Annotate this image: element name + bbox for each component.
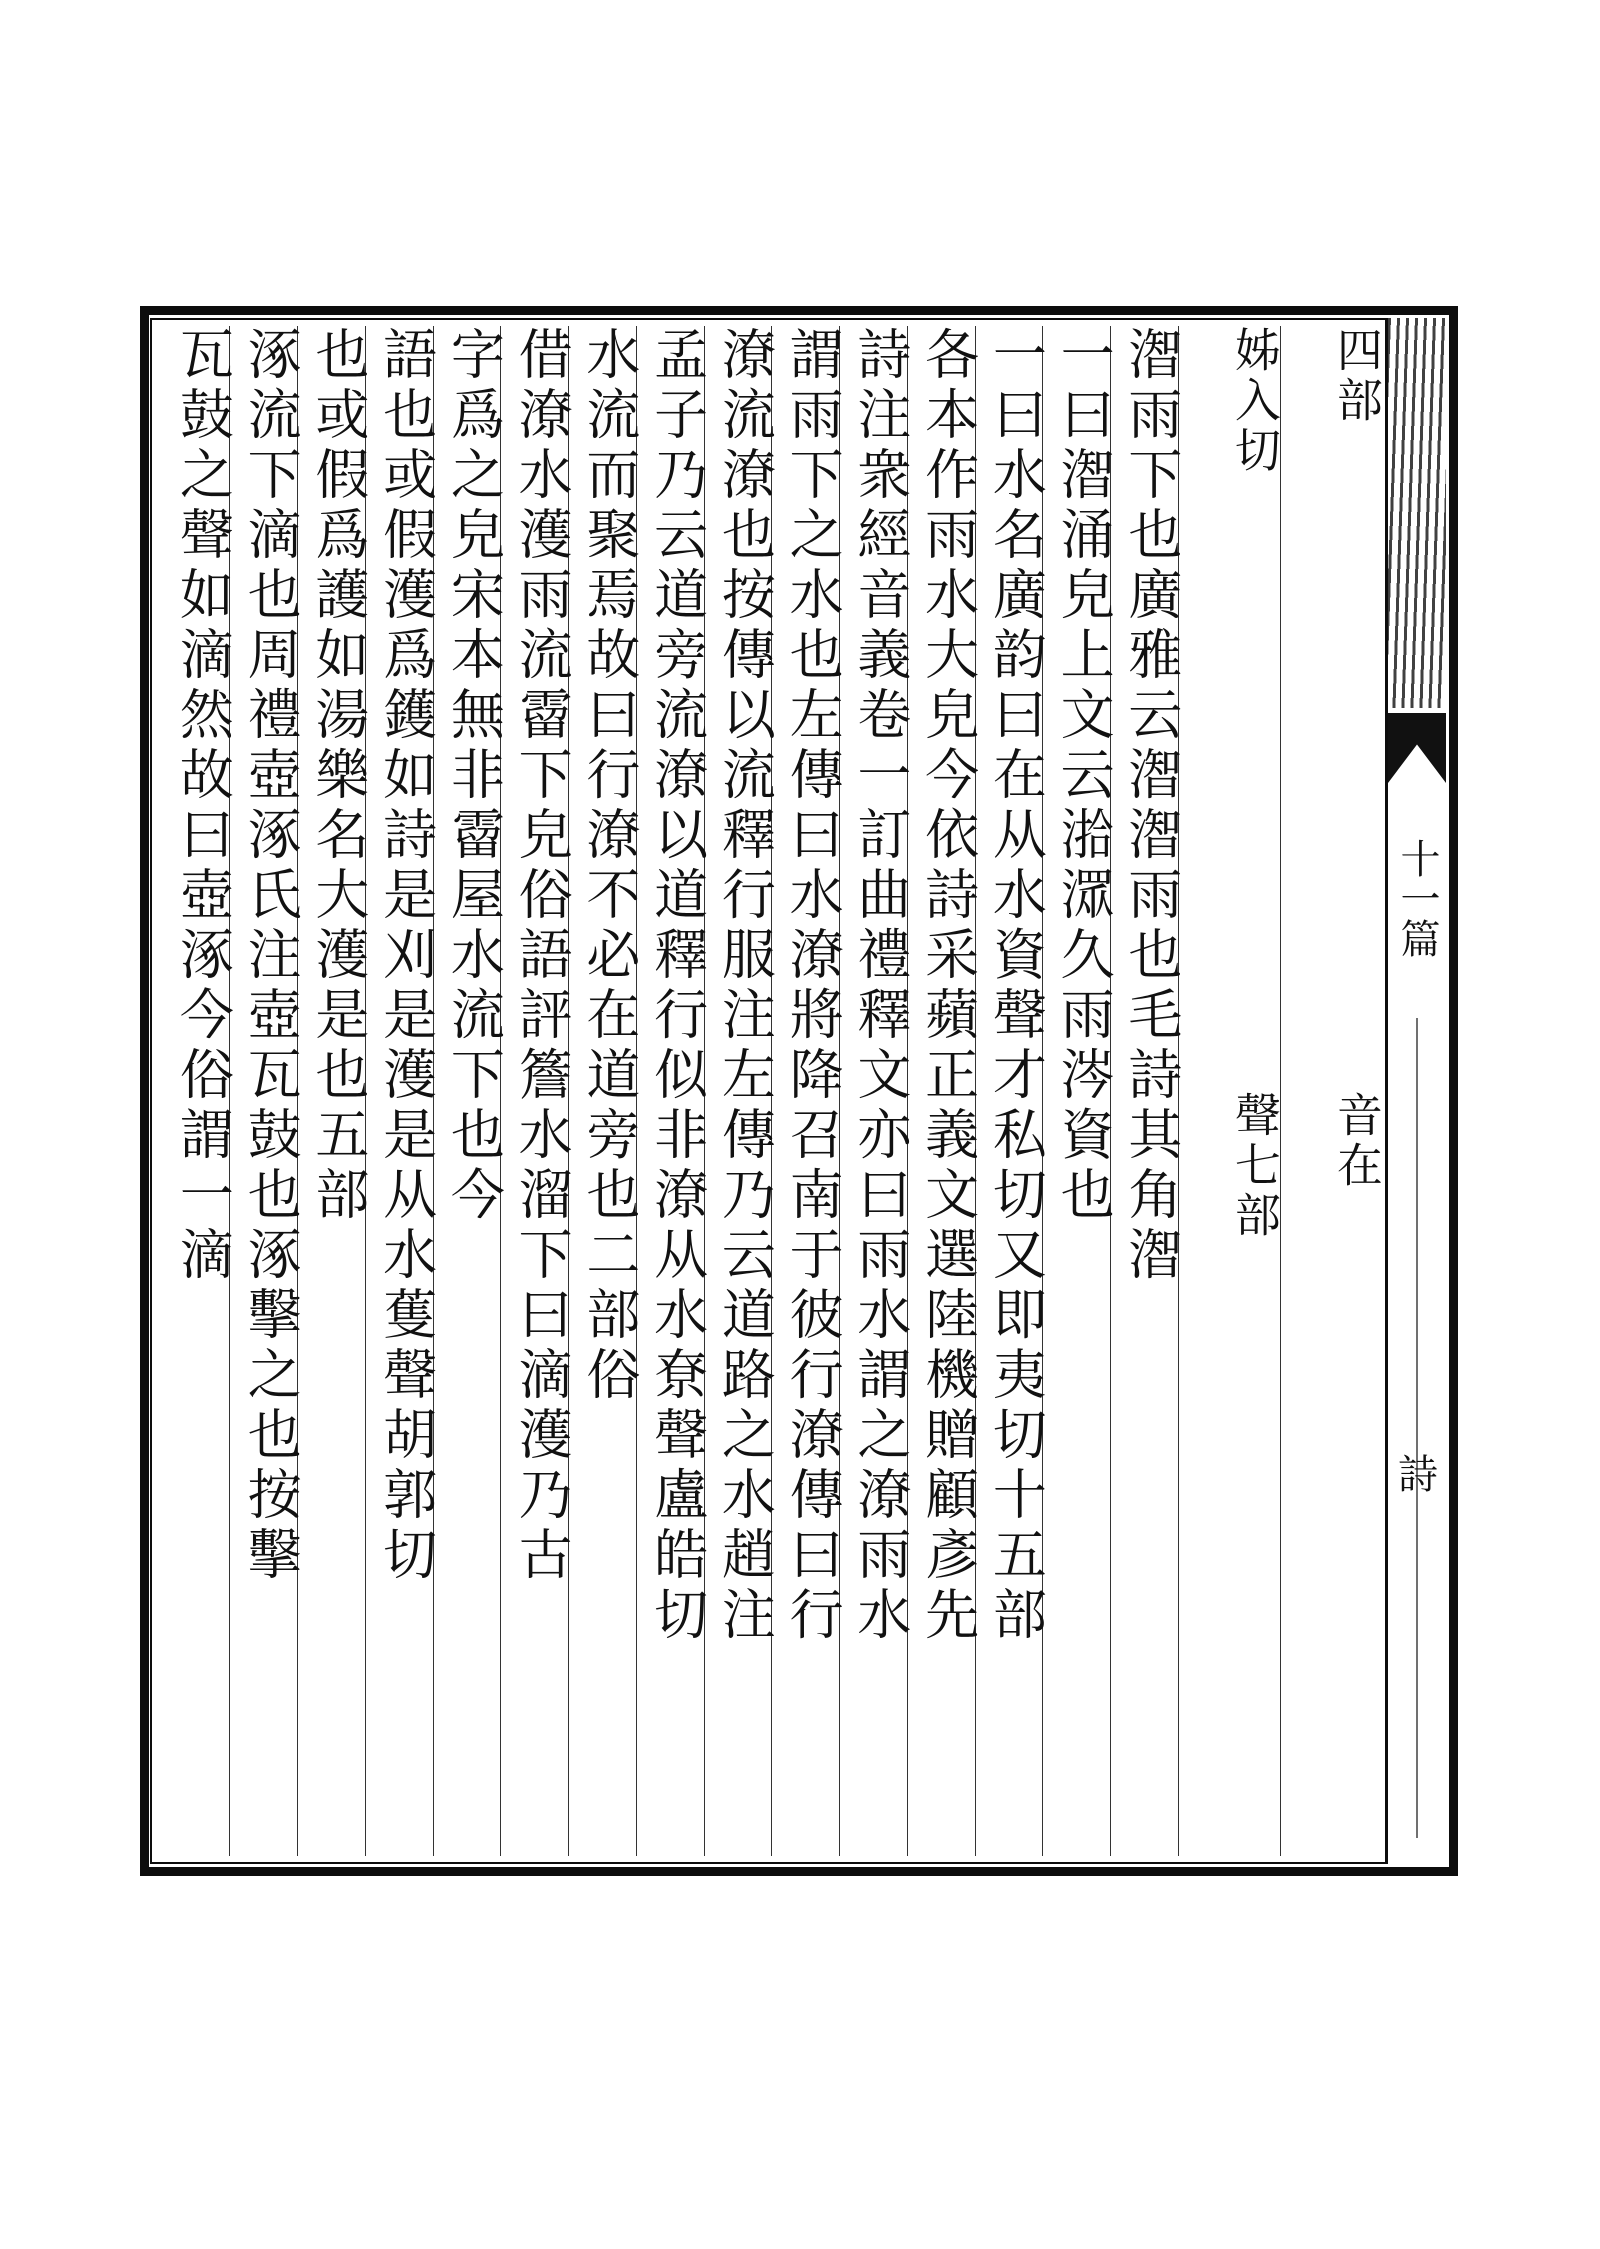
annotation-line: 音在: [1329, 1091, 1384, 1191]
volume-label: 十一篇: [1394, 838, 1440, 958]
page-number: 詩: [1398, 1452, 1438, 1498]
text-column: [907, 326, 980, 1856]
column-text: 一曰潪涌皃上文云湁潀久雨涔資也: [1052, 326, 1116, 1226]
annotation-line: 四部: [1329, 326, 1384, 426]
column-text: 字爲之皃宋本無非霤屋水流下也今: [442, 326, 506, 1226]
text-column: [500, 326, 574, 1856]
column-text: 語也或假濩爲鑊如詩是刈是濩是从水蒦聲胡郭切: [374, 326, 438, 1586]
text-column: [1178, 326, 1280, 1856]
annotation-line: 聲七部: [1227, 1091, 1282, 1241]
column-text: 潪雨下也廣雅云潪潪雨也毛詩其角潪: [1119, 326, 1183, 1286]
column-text: 水流而聚焉故曰行潦不必在道旁也二部俗: [577, 326, 641, 1406]
text-column: [568, 326, 641, 1856]
column-text: 借潦水濩雨流霤下皃俗語評簷水溜下曰滴濩乃古: [510, 326, 574, 1586]
text-column: [1280, 326, 1382, 1856]
column-text: 謂雨下之水也左傳曰水潦將降召南于彼行潦傳曰行: [781, 326, 845, 1646]
annotation-pair: [1178, 326, 1280, 1856]
banxin-rule: [1416, 1018, 1418, 1838]
column-text: 瓦鼓之聲如滴然故曰壺涿今俗謂一滴: [171, 326, 235, 1286]
text-column: [636, 326, 709, 1856]
text-column: [229, 326, 303, 1856]
column-text: 也或假爲護如湯樂名大濩是也五部: [306, 326, 370, 1226]
annotation-pair: [1280, 326, 1382, 1856]
fishtail-mark: [1388, 713, 1446, 783]
annotation-line: 姊入切: [1227, 326, 1282, 476]
text-column: [975, 326, 1048, 1856]
text-column: [839, 326, 912, 1856]
column-text: 涿流下滴也周禮壺涿氏注壺瓦鼓也涿擊之也按擊: [239, 326, 303, 1586]
column-text: 各本作雨水大皃今依詩采蘋正義文選陸機贈顧彥先: [916, 326, 980, 1646]
column-text: 詩注衆經音義卷一訂曲禮釋文亦曰雨水謂之潦雨水: [848, 326, 912, 1646]
text-column: [1110, 326, 1183, 1856]
text-column: [365, 326, 438, 1856]
text-column: [1042, 326, 1116, 1856]
center-fold-strip: [1385, 318, 1446, 1864]
column-text: 一曰水名廣韵曰在从水資聲才私切又即夷切十五部: [984, 326, 1048, 1646]
text-column: [771, 326, 845, 1856]
column-text: 潦流潦也按傳以流釋行服注左傳乃云道路之水趙注: [713, 326, 777, 1646]
banxin-ornament: [1388, 318, 1446, 708]
text-body: [162, 326, 1382, 1856]
text-column: [704, 326, 777, 1856]
text-column: [433, 326, 506, 1856]
column-text: 孟子乃云道旁流潦以道釋行似非潦从水尞聲盧皓切: [645, 326, 709, 1646]
text-column: [297, 326, 370, 1856]
text-column: [162, 326, 235, 1856]
